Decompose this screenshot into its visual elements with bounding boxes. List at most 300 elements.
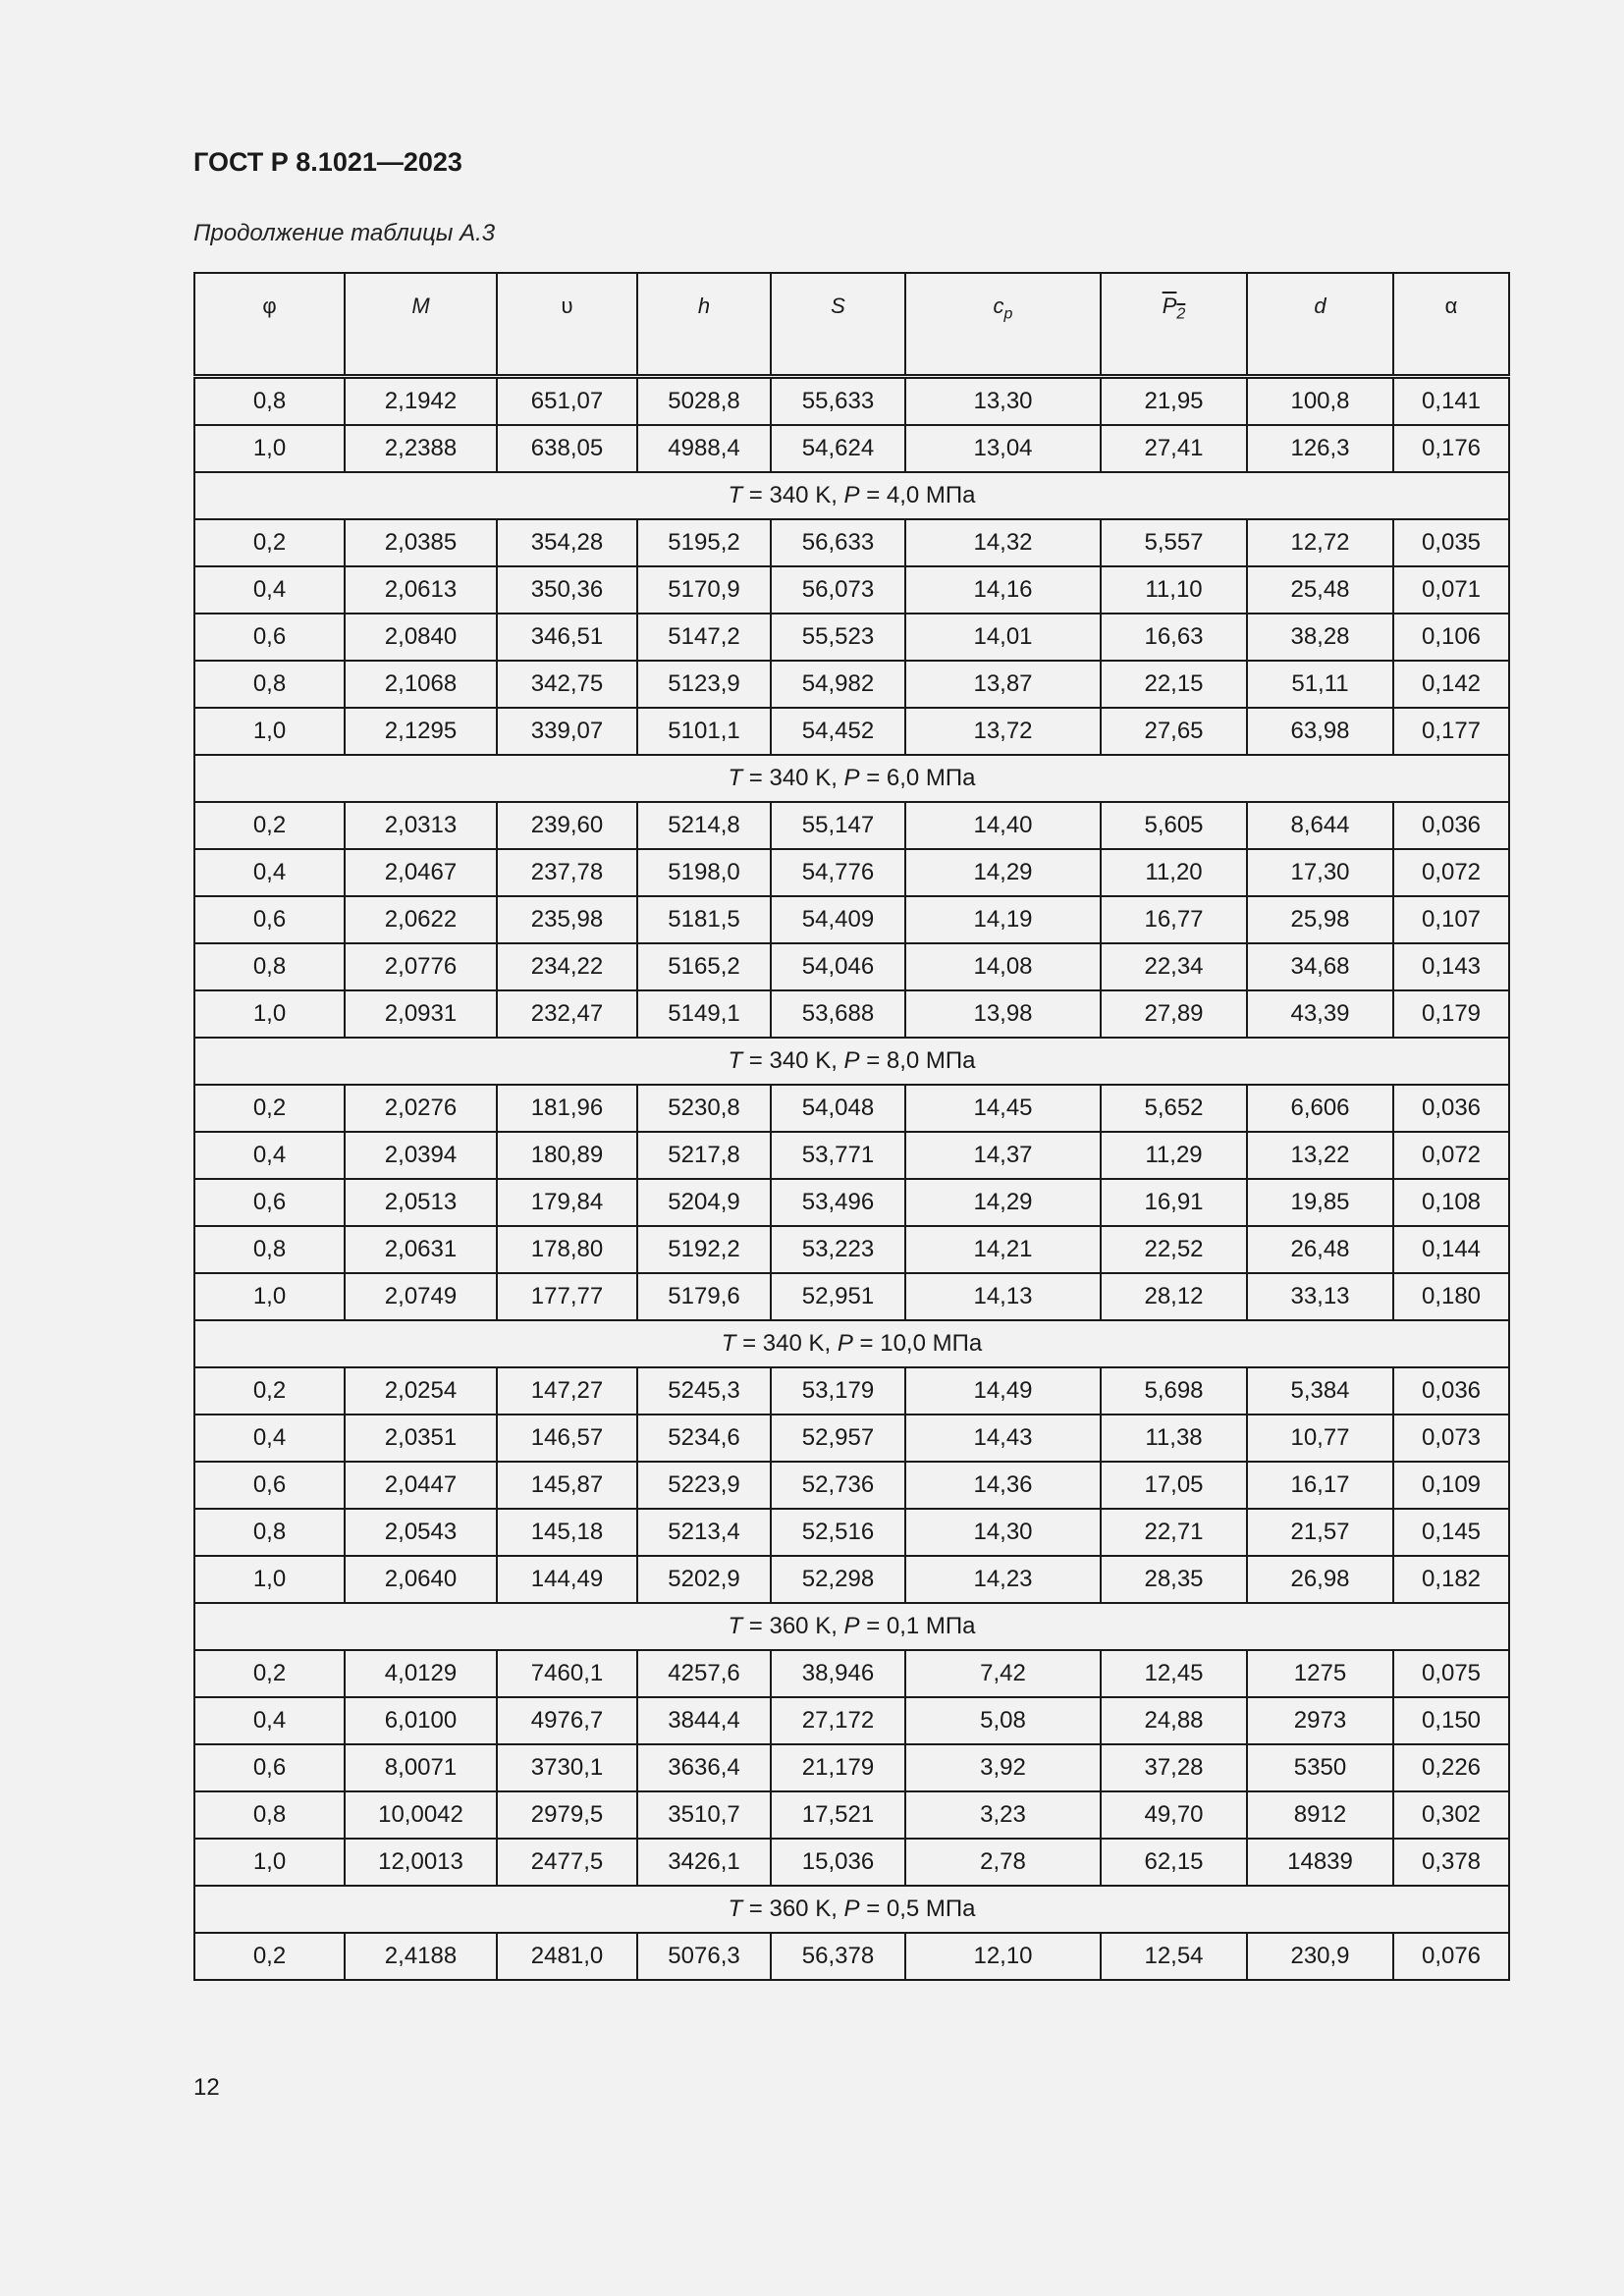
col-header-label: h	[697, 294, 711, 318]
table-cell: 0,226	[1393, 1744, 1509, 1791]
col-header-phi	[194, 273, 345, 377]
table-cell: 2,0640	[345, 1556, 497, 1603]
table-cell: 5101,1	[637, 708, 771, 755]
table-cell: 0,8	[194, 1791, 345, 1839]
table-cell: 0,4	[194, 849, 345, 896]
table-cell: 55,147	[771, 802, 905, 849]
table-cell: 53,179	[771, 1367, 905, 1415]
table-cell: 2,0276	[345, 1085, 497, 1132]
table-cell: 2481,0	[497, 1933, 637, 1980]
table-cell: 0,106	[1393, 614, 1509, 661]
table-cell: 0,8	[194, 1509, 345, 1556]
variable-symbol: P	[843, 1613, 860, 1639]
table-cell: 5179,6	[637, 1273, 771, 1320]
table-cell: 0,108	[1393, 1179, 1509, 1226]
table-cell: 3,23	[905, 1791, 1101, 1839]
group-condition-label	[194, 1886, 1509, 1933]
table-cell: 27,172	[771, 1697, 905, 1744]
table-cell: 0,4	[194, 566, 345, 614]
table-cell: 7,42	[905, 1650, 1101, 1697]
table-cell: 5170,9	[637, 566, 771, 614]
table-cell: 0,036	[1393, 1085, 1509, 1132]
table-cell: 2,1942	[345, 377, 497, 426]
table-cell: 2,0631	[345, 1226, 497, 1273]
table-cell: 53,496	[771, 1179, 905, 1226]
table-cell: 8,0071	[345, 1744, 497, 1791]
table-row	[194, 943, 1509, 990]
table-cell: 144,49	[497, 1556, 637, 1603]
group-header-row	[194, 1320, 1509, 1367]
table-cell: 2,4188	[345, 1933, 497, 1980]
group-condition-label	[194, 1603, 1509, 1650]
table-cell: 0,4	[194, 1132, 345, 1179]
table-cell: 28,35	[1101, 1556, 1247, 1603]
table-row	[194, 802, 1509, 849]
table-cell: 16,63	[1101, 614, 1247, 661]
table-cell: 5195,2	[637, 519, 771, 566]
table-cell: 2,0513	[345, 1179, 497, 1226]
table-cell: 0,8	[194, 661, 345, 708]
table-cell: 38,946	[771, 1650, 905, 1697]
table-row	[194, 1132, 1509, 1179]
table-cell: 21,95	[1101, 377, 1247, 426]
table-cell: 14,21	[905, 1226, 1101, 1273]
condition-value: = 340 K,	[735, 1330, 838, 1357]
table-cell: 0,4	[194, 1415, 345, 1462]
table-cell: 0,6	[194, 1462, 345, 1509]
table-cell: 0,2	[194, 519, 345, 566]
table-cell: 235,98	[497, 896, 637, 943]
table-cell: 2,0543	[345, 1509, 497, 1556]
table-cell: 54,982	[771, 661, 905, 708]
table-cell: 0,6	[194, 896, 345, 943]
table-cell: 2477,5	[497, 1839, 637, 1886]
table-cell: 4257,6	[637, 1650, 771, 1697]
table-cell: 0,302	[1393, 1791, 1509, 1839]
table-cell: 25,48	[1247, 566, 1393, 614]
table-row	[194, 1462, 1509, 1509]
table-cell: 179,84	[497, 1179, 637, 1226]
table-cell: 21,57	[1247, 1509, 1393, 1556]
table-cell: 26,98	[1247, 1556, 1393, 1603]
table-cell: 5181,5	[637, 896, 771, 943]
table-row	[194, 1650, 1509, 1697]
table-cell: 54,409	[771, 896, 905, 943]
table-cell: 56,633	[771, 519, 905, 566]
table-cell: 178,80	[497, 1226, 637, 1273]
col-header-subscript: 2	[1176, 305, 1186, 323]
table-cell: 55,523	[771, 614, 905, 661]
col-header-main: P	[1162, 294, 1177, 318]
table-cell: 3510,7	[637, 1791, 771, 1839]
variable-symbol: T	[728, 1896, 743, 1922]
table-cell: 63,98	[1247, 708, 1393, 755]
table-cell: 651,07	[497, 377, 637, 426]
table-cell: 21,179	[771, 1744, 905, 1791]
table-cell: 54,624	[771, 425, 905, 472]
table-cell: 54,048	[771, 1085, 905, 1132]
table-cell: 2,0447	[345, 1462, 497, 1509]
col-header-h	[637, 273, 771, 377]
table-cell: 13,72	[905, 708, 1101, 755]
table-cell: 1,0	[194, 990, 345, 1038]
table-cell: 0,182	[1393, 1556, 1509, 1603]
table-cell: 0,2	[194, 1367, 345, 1415]
table-cell: 0,035	[1393, 519, 1509, 566]
table-cell: 0,109	[1393, 1462, 1509, 1509]
table-cell: 126,3	[1247, 425, 1393, 472]
table-cell: 4976,7	[497, 1697, 637, 1744]
table-cell: 5213,4	[637, 1509, 771, 1556]
col-header-upsilon	[497, 273, 637, 377]
table-row	[194, 1697, 1509, 1744]
table-cell: 5,605	[1101, 802, 1247, 849]
table-cell: 14,43	[905, 1415, 1101, 1462]
table-cell: 14,29	[905, 1179, 1101, 1226]
table-cell: 0,180	[1393, 1273, 1509, 1320]
table-cell: 54,452	[771, 708, 905, 755]
table-cell: 146,57	[497, 1415, 637, 1462]
table-cell: 5202,9	[637, 1556, 771, 1603]
table-cell: 28,12	[1101, 1273, 1247, 1320]
table-row	[194, 1273, 1509, 1320]
condition-value: = 6,0 МПа	[859, 765, 976, 791]
table-cell: 16,77	[1101, 896, 1247, 943]
variable-symbol: T	[728, 1047, 743, 1074]
table-cell: 16,91	[1101, 1179, 1247, 1226]
condition-value: = 0,5 МПа	[859, 1896, 976, 1922]
table-cell: 15,036	[771, 1839, 905, 1886]
table-cell: 52,957	[771, 1415, 905, 1462]
table-cell: 0,036	[1393, 802, 1509, 849]
table-cell: 14,40	[905, 802, 1101, 849]
page-number: 12	[193, 2074, 220, 2101]
table-cell: 0,075	[1393, 1650, 1509, 1697]
table-row	[194, 614, 1509, 661]
col-header-label: α	[1444, 294, 1458, 318]
table-cell: 17,521	[771, 1791, 905, 1839]
table-cell: 5350	[1247, 1744, 1393, 1791]
table-cell: 55,633	[771, 377, 905, 426]
condition-value: = 340 K,	[742, 482, 844, 508]
group-condition-label	[194, 472, 1509, 519]
table-cell: 5149,1	[637, 990, 771, 1038]
group-header-row	[194, 1038, 1509, 1085]
table-cell: 11,38	[1101, 1415, 1247, 1462]
table-cell: 5223,9	[637, 1462, 771, 1509]
table-cell: 12,10	[905, 1933, 1101, 1980]
table-row	[194, 425, 1509, 472]
col-header-subscript: p	[1003, 305, 1013, 323]
table-header-row	[194, 273, 1509, 377]
table-cell: 7460,1	[497, 1650, 637, 1697]
table-cell: 5,08	[905, 1697, 1101, 1744]
table-cell: 27,89	[1101, 990, 1247, 1038]
table-cell: 22,52	[1101, 1226, 1247, 1273]
table-cell: 0,145	[1393, 1509, 1509, 1556]
variable-symbol: P	[843, 765, 860, 791]
table-cell: 0,073	[1393, 1415, 1509, 1462]
table-cell: 1,0	[194, 708, 345, 755]
col-header-label: c	[993, 294, 1004, 318]
table-cell: 52,516	[771, 1509, 905, 1556]
table-cell: 2,0613	[345, 566, 497, 614]
table-cell: 145,87	[497, 1462, 637, 1509]
table-cell: 0,150	[1393, 1697, 1509, 1744]
table-cell: 5198,0	[637, 849, 771, 896]
table-cell: 5,652	[1101, 1085, 1247, 1132]
table-cell: 346,51	[497, 614, 637, 661]
group-header-row	[194, 1886, 1509, 1933]
table-cell: 14839	[1247, 1839, 1393, 1886]
condition-value: = 340 K,	[742, 1047, 844, 1074]
table-cell: 56,073	[771, 566, 905, 614]
col-header-alpha	[1393, 273, 1509, 377]
variable-symbol: P	[837, 1330, 853, 1357]
table-cell: 0,141	[1393, 377, 1509, 426]
table-cell: 14,32	[905, 519, 1101, 566]
table-row	[194, 1415, 1509, 1462]
table-cell: 342,75	[497, 661, 637, 708]
table-cell: 2,78	[905, 1839, 1101, 1886]
table-cell: 14,13	[905, 1273, 1101, 1320]
variable-symbol: T	[728, 482, 743, 508]
condition-value: = 340 K,	[742, 765, 844, 791]
table-cell: 5245,3	[637, 1367, 771, 1415]
condition-value: = 0,1 МПа	[859, 1613, 976, 1639]
col-header-label	[1162, 294, 1186, 323]
table-cell: 52,951	[771, 1273, 905, 1320]
table-cell: 0,2	[194, 1650, 345, 1697]
table-cell: 2,0467	[345, 849, 497, 896]
table-cell: 14,01	[905, 614, 1101, 661]
table-cell: 14,30	[905, 1509, 1101, 1556]
table-cell: 145,18	[497, 1509, 637, 1556]
group-condition-label	[194, 1320, 1509, 1367]
table-cell: 5192,2	[637, 1226, 771, 1273]
table-cell: 22,71	[1101, 1509, 1247, 1556]
table-cell: 3730,1	[497, 1744, 637, 1791]
table-row	[194, 1556, 1509, 1603]
table-cell: 14,16	[905, 566, 1101, 614]
table-cell: 4988,4	[637, 425, 771, 472]
table-cell: 33,13	[1247, 1273, 1393, 1320]
table-row	[194, 1509, 1509, 1556]
table-cell: 0,8	[194, 1226, 345, 1273]
table-cell: 5,384	[1247, 1367, 1393, 1415]
group-header-row	[194, 472, 1509, 519]
table-cell: 24,88	[1101, 1697, 1247, 1744]
table-cell: 2,0385	[345, 519, 497, 566]
table-row	[194, 1744, 1509, 1791]
table-cell: 25,98	[1247, 896, 1393, 943]
table-cell: 5217,8	[637, 1132, 771, 1179]
col-header-p2	[1101, 273, 1247, 377]
table-cell: 13,30	[905, 377, 1101, 426]
table-cell: 0,177	[1393, 708, 1509, 755]
table-cell: 1,0	[194, 1273, 345, 1320]
table-cell: 5,698	[1101, 1367, 1247, 1415]
table-cell: 2973	[1247, 1697, 1393, 1744]
table-cell: 3636,4	[637, 1744, 771, 1791]
table-cell: 54,046	[771, 943, 905, 990]
table-cell: 19,85	[1247, 1179, 1393, 1226]
table-cell: 8912	[1247, 1791, 1393, 1839]
table-cell: 0,6	[194, 614, 345, 661]
table-cell: 354,28	[497, 519, 637, 566]
table-cell: 53,223	[771, 1226, 905, 1273]
group-header-row	[194, 755, 1509, 802]
table-cell: 3844,4	[637, 1697, 771, 1744]
condition-value: = 10,0 МПа	[852, 1330, 983, 1357]
table-cell: 0,036	[1393, 1367, 1509, 1415]
table-row	[194, 1791, 1509, 1839]
table-cell: 13,22	[1247, 1132, 1393, 1179]
table-cell: 2,0313	[345, 802, 497, 849]
table-cell: 234,22	[497, 943, 637, 990]
table-cell: 2,0931	[345, 990, 497, 1038]
table-cell: 6,606	[1247, 1085, 1393, 1132]
table-cell: 13,04	[905, 425, 1101, 472]
table-cell: 5,557	[1101, 519, 1247, 566]
table-cell: 1,0	[194, 1839, 345, 1886]
table-cell: 0,378	[1393, 1839, 1509, 1886]
table-cell: 53,771	[771, 1132, 905, 1179]
table-cell: 27,41	[1101, 425, 1247, 472]
table-cell: 4,0129	[345, 1650, 497, 1697]
table-cell: 0,071	[1393, 566, 1509, 614]
table-cell: 5028,8	[637, 377, 771, 426]
col-header-label: M	[411, 294, 430, 318]
table-cell: 0,2	[194, 802, 345, 849]
table-cell: 0,107	[1393, 896, 1509, 943]
variable-symbol: P	[843, 482, 860, 508]
table-cell: 1,0	[194, 425, 345, 472]
col-header-label: d	[1314, 294, 1326, 318]
table-row	[194, 708, 1509, 755]
table-cell: 26,48	[1247, 1226, 1393, 1273]
table-cell: 1275	[1247, 1650, 1393, 1697]
col-header-d	[1247, 273, 1393, 377]
table-cell: 2,0394	[345, 1132, 497, 1179]
table-cell: 232,47	[497, 990, 637, 1038]
table-cell: 6,0100	[345, 1697, 497, 1744]
table-cell: 14,36	[905, 1462, 1101, 1509]
table-caption: Продолжение таблицы А.3	[193, 220, 496, 246]
table-cell: 2,1068	[345, 661, 497, 708]
table-body	[194, 377, 1509, 1981]
table-row	[194, 1179, 1509, 1226]
table-row	[194, 661, 1509, 708]
table-cell: 22,34	[1101, 943, 1247, 990]
table-row	[194, 1226, 1509, 1273]
table-cell: 54,776	[771, 849, 905, 896]
table-cell: 62,15	[1101, 1839, 1247, 1886]
col-header-label: φ	[262, 294, 277, 318]
table-cell: 0,2	[194, 1085, 345, 1132]
variable-symbol: P	[843, 1896, 860, 1922]
col-header-label: S	[831, 294, 845, 318]
table-cell: 5204,9	[637, 1179, 771, 1226]
table-cell: 0,076	[1393, 1933, 1509, 1980]
table-cell: 14,37	[905, 1132, 1101, 1179]
table-cell: 2,0622	[345, 896, 497, 943]
table-row	[194, 1933, 1509, 1980]
table-cell: 5076,3	[637, 1933, 771, 1980]
group-condition-label	[194, 1038, 1509, 1085]
table-cell: 14,29	[905, 849, 1101, 896]
data-table	[193, 272, 1510, 1981]
table-cell: 0,072	[1393, 1132, 1509, 1179]
table-row	[194, 566, 1509, 614]
table-row	[194, 1085, 1509, 1132]
document-title: ГОСТ Р 8.1021—2023	[193, 147, 462, 177]
table-cell: 339,07	[497, 708, 637, 755]
table-cell: 237,78	[497, 849, 637, 896]
table-cell: 49,70	[1101, 1791, 1247, 1839]
group-condition-label	[194, 755, 1509, 802]
variable-symbol: T	[728, 1613, 743, 1639]
table-cell: 2,0749	[345, 1273, 497, 1320]
table-cell: 27,65	[1101, 708, 1247, 755]
table-cell: 180,89	[497, 1132, 637, 1179]
table-cell: 5234,6	[637, 1415, 771, 1462]
table-cell: 17,30	[1247, 849, 1393, 896]
table-cell: 2,0254	[345, 1367, 497, 1415]
table-cell: 14,45	[905, 1085, 1101, 1132]
table-cell: 43,39	[1247, 990, 1393, 1038]
condition-value: = 360 K,	[742, 1613, 844, 1639]
table-cell: 13,87	[905, 661, 1101, 708]
table-cell: 2,0351	[345, 1415, 497, 1462]
table-cell: 2,2388	[345, 425, 497, 472]
table-cell: 11,10	[1101, 566, 1247, 614]
table-row	[194, 1839, 1509, 1886]
table-cell: 638,05	[497, 425, 637, 472]
table-cell: 10,0042	[345, 1791, 497, 1839]
table-cell: 52,298	[771, 1556, 905, 1603]
variable-symbol: T	[728, 765, 743, 791]
table-cell: 14,23	[905, 1556, 1101, 1603]
group-header-row	[194, 1603, 1509, 1650]
table-cell: 350,36	[497, 566, 637, 614]
table-cell: 38,28	[1247, 614, 1393, 661]
table-cell: 239,60	[497, 802, 637, 849]
table-cell: 56,378	[771, 1933, 905, 1980]
table-cell: 230,9	[1247, 1933, 1393, 1980]
table-row	[194, 1367, 1509, 1415]
table-cell: 53,688	[771, 990, 905, 1038]
table-cell: 0,8	[194, 943, 345, 990]
col-header-cp	[905, 273, 1101, 377]
table-cell: 0,144	[1393, 1226, 1509, 1273]
table-cell: 11,29	[1101, 1132, 1247, 1179]
table-cell: 0,6	[194, 1744, 345, 1791]
table-cell: 14,08	[905, 943, 1101, 990]
condition-value: = 360 K,	[742, 1896, 844, 1922]
variable-symbol: P	[843, 1047, 860, 1074]
table-cell: 51,11	[1247, 661, 1393, 708]
table-cell: 5214,8	[637, 802, 771, 849]
table-row	[194, 990, 1509, 1038]
table-cell: 0,2	[194, 1933, 345, 1980]
table-cell: 177,77	[497, 1273, 637, 1320]
table-cell: 0,072	[1393, 849, 1509, 896]
table-cell: 12,45	[1101, 1650, 1247, 1697]
table-row	[194, 519, 1509, 566]
table-row	[194, 377, 1509, 426]
table-cell: 5165,2	[637, 943, 771, 990]
